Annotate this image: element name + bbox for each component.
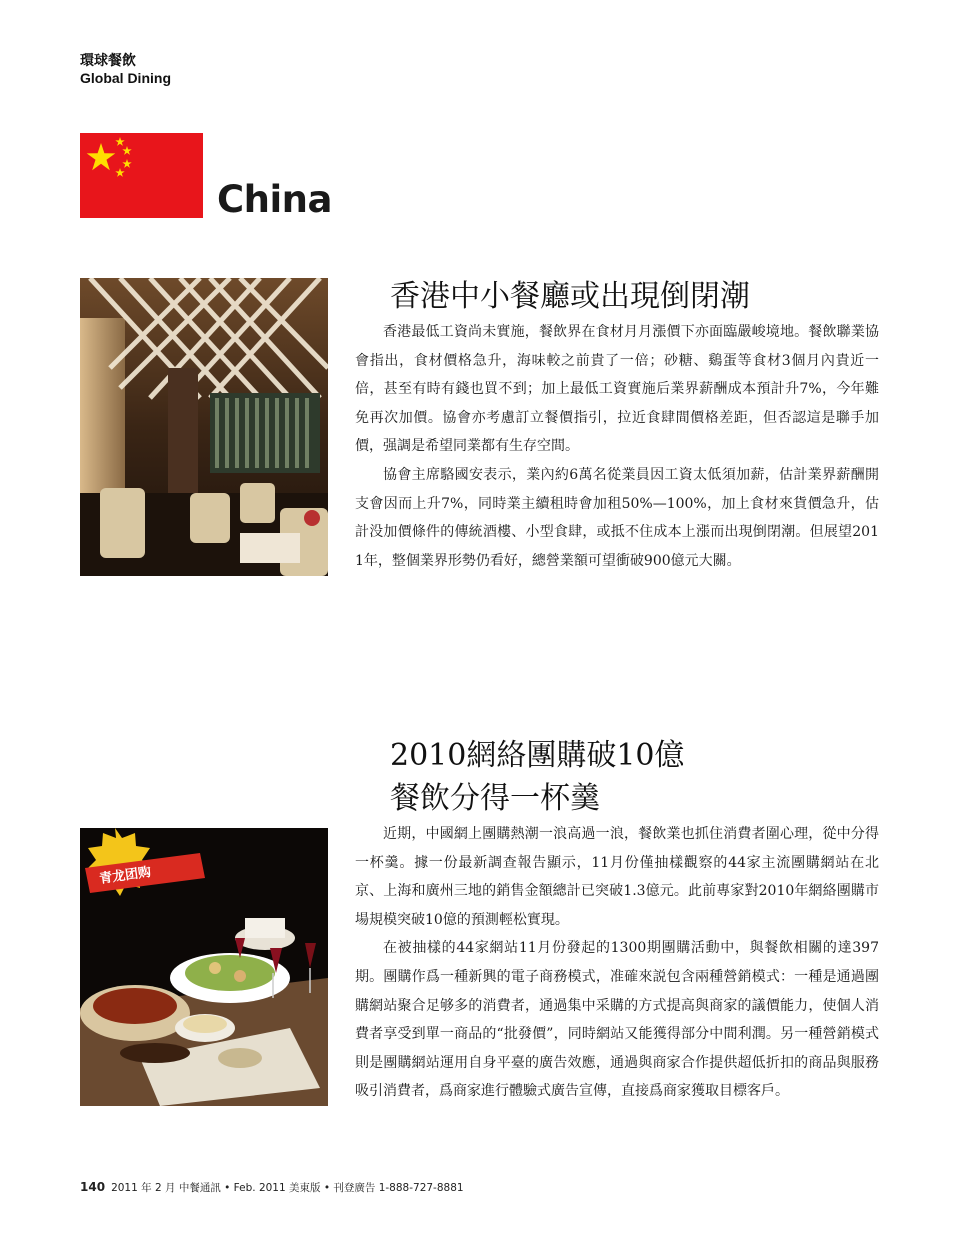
section-title-english: Global Dining: [80, 70, 171, 86]
country-title: China: [217, 178, 332, 221]
article-2-headline-line-1: 2010網絡團購破10億: [390, 738, 685, 773]
article-1-paragraph: 協會主席駱國安表示，業內約6萬名從業員因工資太低須加薪，估計業界薪酬開支會因而上升7%，同時業主續租時會加租50%—100%，加上食材來貨價急升，估計没加價條件的傳統酒樓、小型食肆，或抵不住成本上漲而出現倒閉潮。但展望2011年，整個業界形勢仍看好，總營業額可望衝破900億元大關。: [355, 466, 879, 569]
article-2-body: [355, 820, 879, 1106]
page-number: 140: [80, 1180, 106, 1194]
restaurant-interior-photo: [80, 278, 328, 576]
article-2-headline-line-2: 餐飲分得一杯羹: [390, 781, 600, 816]
group-buy-badge: 青龙团购: [98, 864, 153, 887]
article-2-paragraph: 在被抽樣的44家網站11月份發起的1300期團購活動中，與餐飲相關的達397期。團購作爲一種新興的電子商務模式，准確來説包含兩種營銷模式：一種是通過團購網站聚合足够多的消費者，通過集中采購的方式提高與商家的議價能力，使個人消費者享受到單一商品的“批發價”，同時網站又能獲得部分中間利潤。另一種營銷模式則是團購網站運用自身平臺的廣告效應，通過與商家合作提供超低折扣的商品與服務吸引消費者，爲商家進行體驗式廣告宣傳，直接爲商家獲取目標客戶。: [355, 940, 879, 1100]
section-title-chinese: 環球餐飲: [80, 53, 136, 69]
footer-text: 2011 年 2 月 中餐通訊 • Feb. 2011 美東版 • 刊登廣告 1-888-727-8881: [111, 1182, 464, 1194]
article-1-body: [355, 318, 879, 575]
article-1-headline: 香港中小餐廳或出現倒閉潮: [390, 279, 750, 314]
group-buy-food-photo: [80, 828, 328, 1106]
china-flag-icon: [80, 133, 203, 218]
page-footer: [80, 1180, 464, 1195]
article-1-paragraph: 香港最低工資尚未實施，餐飲界在食材月月漲價下亦面臨嚴峻境地。餐飲聯業協會指出，食材價格急升，海味較之前貴了一倍；砂糖、鷄蛋等食材3個月內貴近一倍，甚至有時有錢也買不到；加上最低工資實施后業界薪酬成本預計升7%，今年難免再次加價。協會亦考慮訂立餐價指引，拉近食肆間價格差距，但否認這是聯手加價，强調是希望同業都有生存空間。: [355, 324, 879, 455]
article-2-paragraph: 近期，中國網上團購熱潮一浪高過一浪，餐飲業也抓住消費者圍心理，從中分得一杯羹。據一份最新調查報告顯示，11月份僅抽樣觀察的44家主流團購網站在北京、上海和廣州三地的銷售金額總計已突破1.3億元。此前專家對2010年網絡團購市場規模突破10億的預測輕松實現。: [355, 826, 879, 928]
